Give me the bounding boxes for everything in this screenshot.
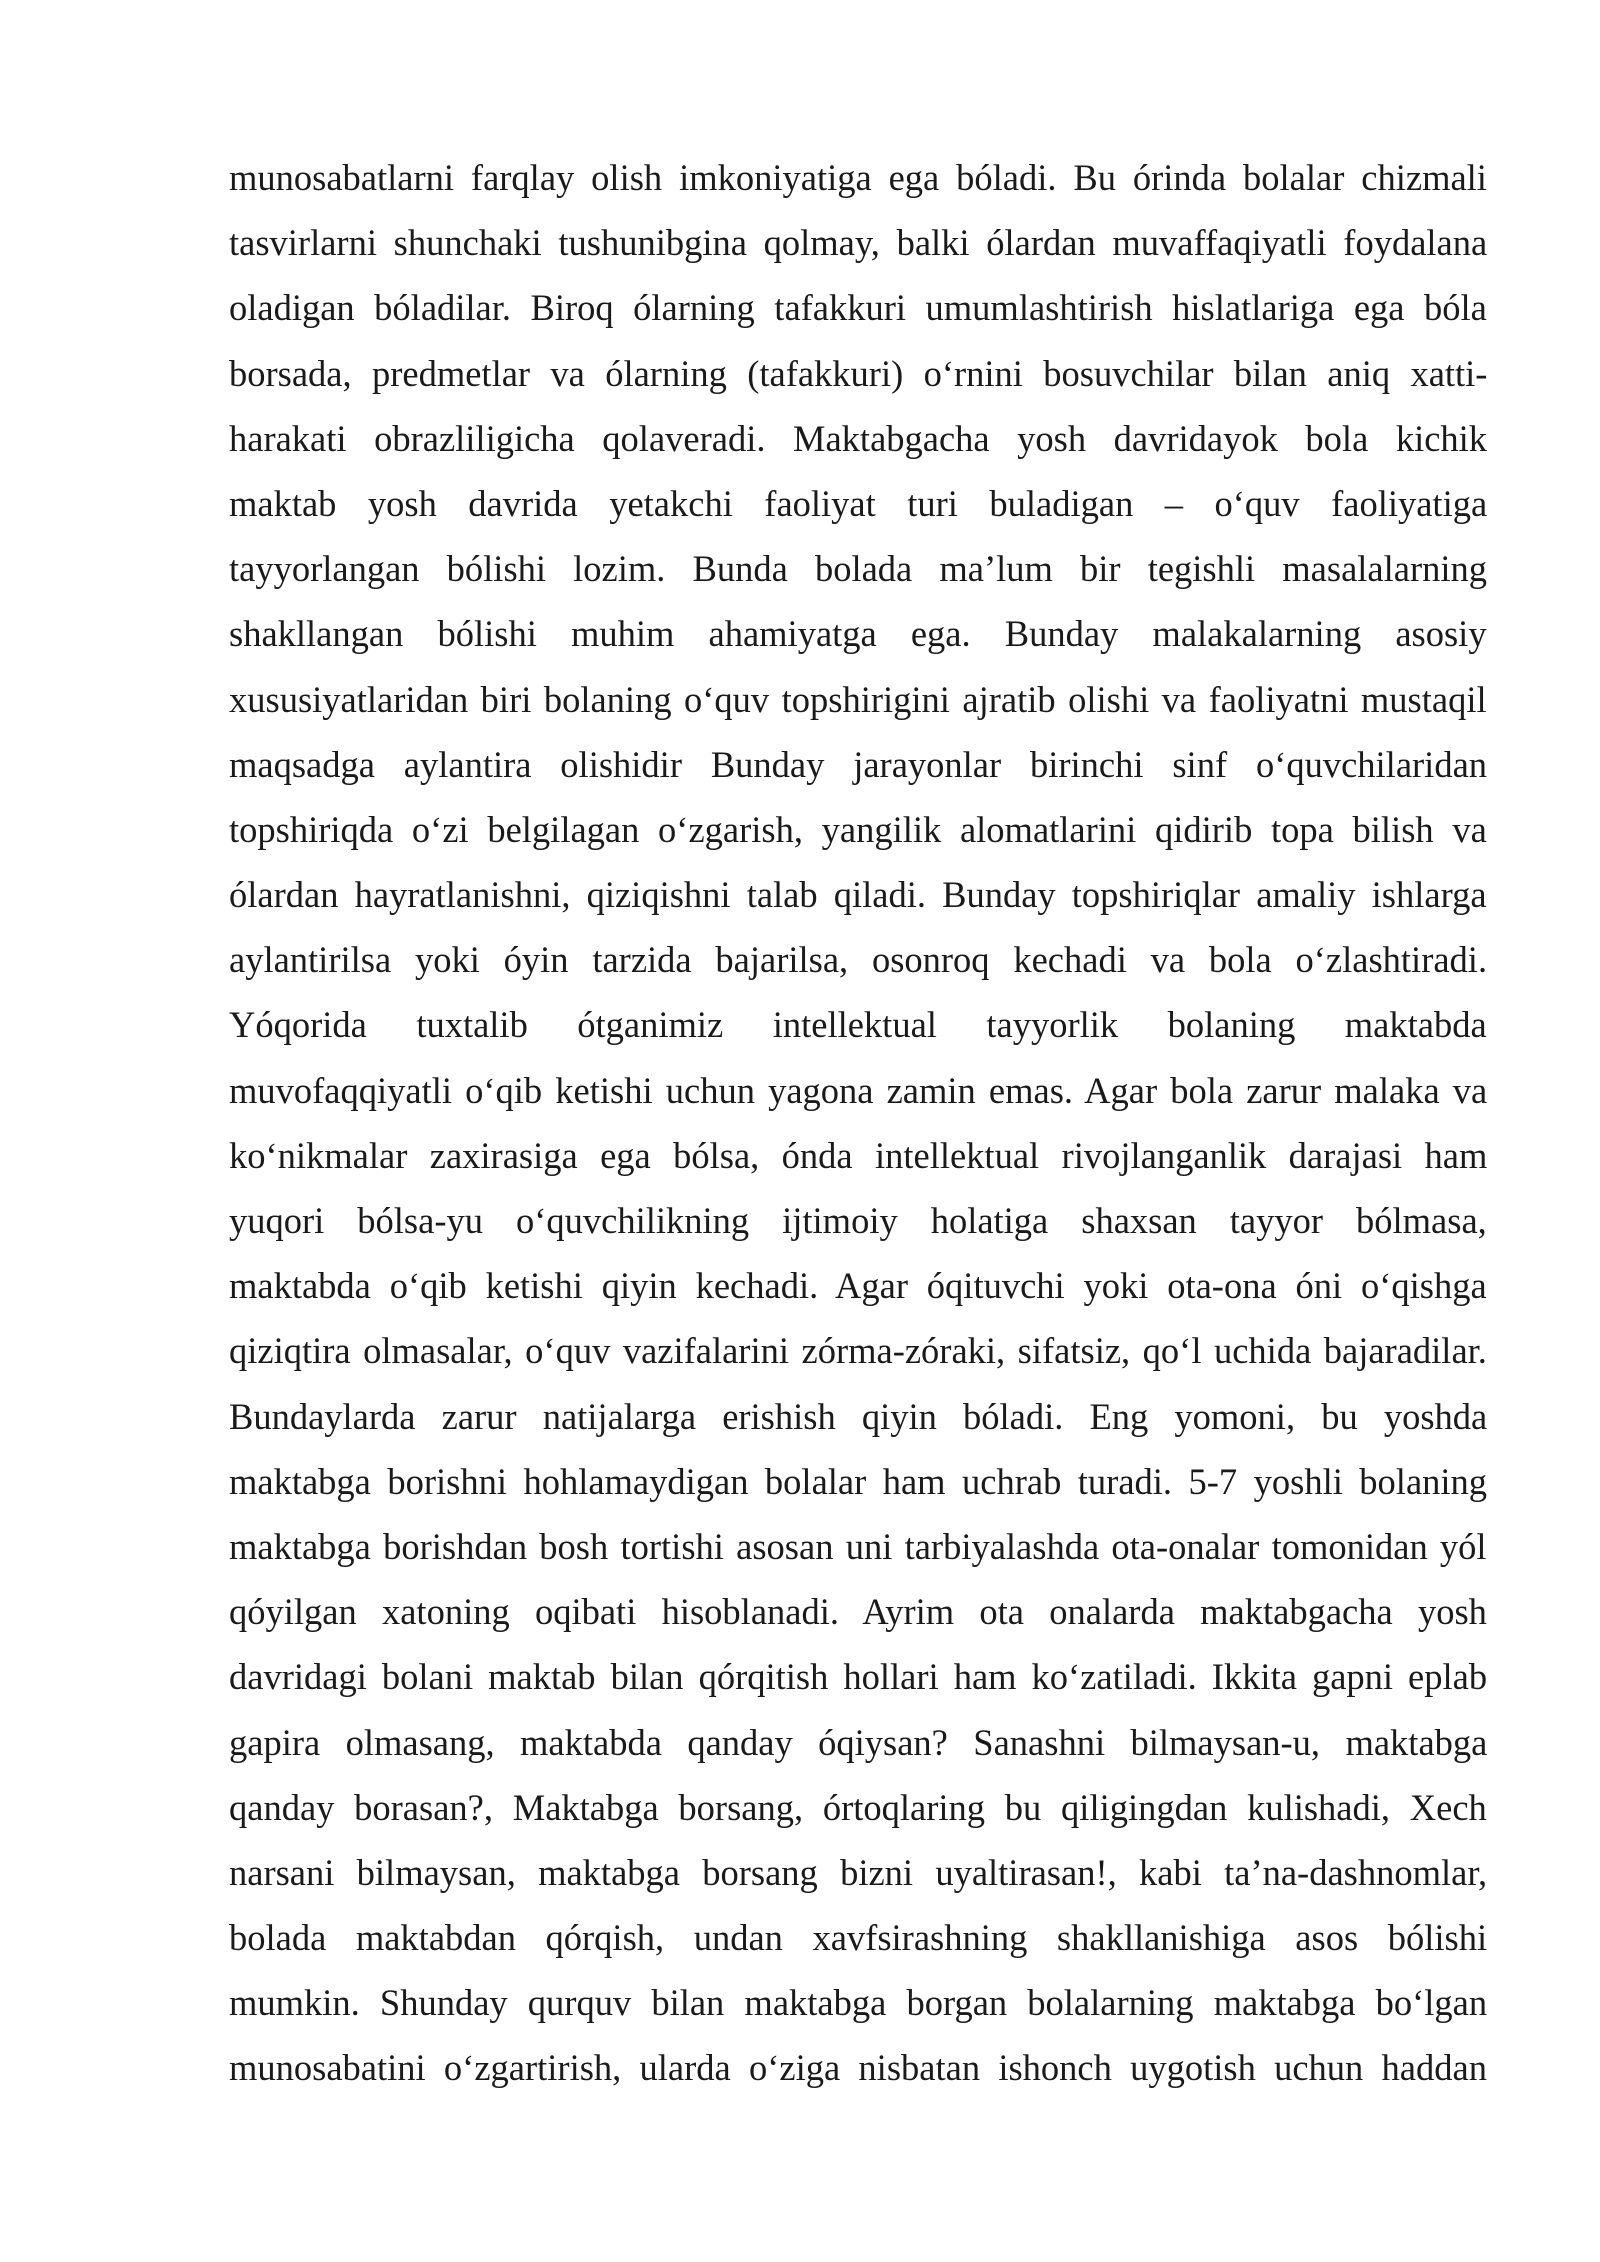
- text-line: davridagi bolani maktab bilan qórqitish hollari ham koʻzatiladi. Ikkita gapni eplab: [229, 1656, 1488, 1698]
- text-line: Bundaylarda zarur natijalarga erishish qiyin bóladi. Eng yomoni, bu yoshda: [229, 1395, 1488, 1437]
- text-line: qanday borasan?, Maktabga borsang, órtoqlaring bu qiligingdan kulishadi, Xech: [229, 1786, 1487, 1828]
- text-line: gapira olmasang, maktabda qanday óqiysan? Sanashni bilmaysan-u, maktabga: [229, 1721, 1488, 1763]
- text-line: aylantirilsa yoki óyin tarzida bajarilsa, osonroq kechadi va bola oʻzlashtiradi.: [229, 939, 1488, 981]
- text-line: borsada, predmetlar va ólarning (tafakkuri) oʻrnini bosuvchilar bilan aniq xatti-: [229, 352, 1488, 394]
- body-text: [229, 145, 1487, 2101]
- text-line: maktabda oʻqib ketishi qiyin kechadi. Agar óqituvchi yoki ota-ona óni oʻqishga: [229, 1265, 1487, 1307]
- text-line: maqsadga aylantira olishidir Bunday jarayonlar birinchi sinf oʻquvchilaridan: [229, 743, 1488, 785]
- text-line: munosabatini oʻzgartirish, ularda oʻziga nisbatan ishonch uygotish uchun haddan: [229, 2047, 1487, 2089]
- text-line: maktab yosh davrida yetakchi faoliyat turi buladigan – oʻquv faoliyatiga: [229, 482, 1488, 524]
- text-line: maktabga borishdan bosh tortishi asosan uni tarbiyalashda ota-onalar tomonidan yól: [229, 1525, 1487, 1567]
- text-line: qiziqtira olmasalar, oʻquv vazifalarini zórma-zóraki, sifatsiz, qoʻl uchida bajaradilar.: [229, 1330, 1487, 1372]
- text-line: narsani bilmaysan, maktabga borsang bizni uyaltirasan!, kabi ta’na-dashnomlar,: [229, 1851, 1488, 1893]
- text-line: tayyorlangan bólishi lozim. Bunda bolada ma’lum bir tegishli masalalarning: [229, 548, 1488, 590]
- text-line: topshiriqda oʻzi belgilagan oʻzgarish, yangilik alomatlarini qidirib topa bilish va: [229, 808, 1487, 850]
- text-line: yuqori bólsa-yu oʻquvchilikning ijtimoiy holatiga shaxsan tayyor bólmasa,: [229, 1200, 1487, 1241]
- text-line: munosabatlarni farqlay olish imkoniyatiga ega bóladi. Bu órinda bolalar chizmali: [229, 157, 1487, 198]
- text-line: ólardan hayratlanishni, qiziqishni talab qiladi. Bunday topshiriqlar amaliy ishlarga: [229, 874, 1487, 916]
- text-line: harakati obrazliligicha qolaveradi. Maktabgacha yosh davridayok bola kichik: [229, 417, 1488, 459]
- text-line: koʻnikmalar zaxirasiga ega bólsa, ónda intellektual rivojlanganlik darajasi ham: [229, 1134, 1488, 1176]
- text-line: maktabga borishni hohlamaydigan bolalar ham uchrab turadi. 5-7 yoshli bolaning: [229, 1460, 1488, 1502]
- text-line: bolada maktabdan qórqish, undan xavfsirashning shakllanishiga asos bólishi: [229, 1917, 1488, 1959]
- text-line: xususiyatlaridan biri bolaning oʻquv topshirigini ajratib olishi va faoliyatni mustaqil: [229, 678, 1487, 720]
- text-line: muvofaqqiyatli oʻqib ketishi uchun yagona zamin emas. Agar bola zarur malaka va: [229, 1069, 1488, 1111]
- text-line: Yóqorida tuxtalib ótganimiz intellektual tayyorlik bolaning maktabda: [229, 1004, 1487, 1046]
- text-line: tasvirlarni shunchaki tushunibgina qolmay, balki ólardan muvaffaqiyatli foydalana: [229, 222, 1488, 264]
- text-line: qóyilgan xatoning oqibati hisoblanadi. Ayrim ota onalarda maktabgacha yosh: [229, 1591, 1487, 1633]
- text-line: mumkin. Shunday qurquv bilan maktabga borgan bolalarning maktabga boʻlgan: [229, 1982, 1488, 2024]
- text-line: oladigan bóladilar. Biroq ólarning tafakkuri umumlashtirish hislatlariga ega bóla: [229, 287, 1487, 329]
- text-line: shakllangan bólishi muhim ahamiyatga ega. Bunday malakalarning asosiy: [229, 613, 1487, 655]
